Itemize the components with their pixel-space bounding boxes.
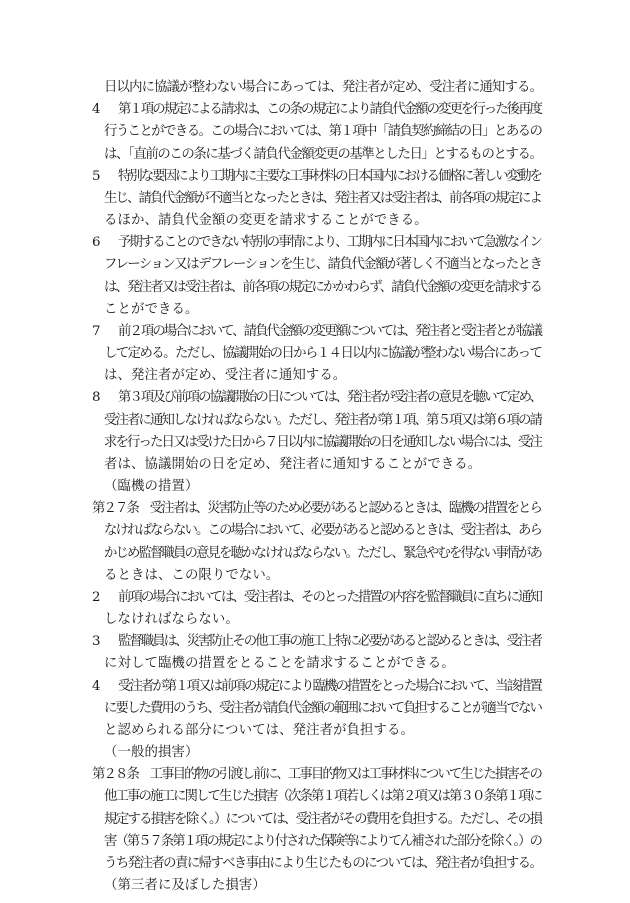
text-line — [0, 786, 630, 808]
text-line — [0, 210, 630, 232]
line-text: に対して臨機の措置をとることを請求することができる。 — [104, 656, 455, 671]
line-text: フレーション又はデフレーションを生じ、請負代金額が著しく不適当となったとき — [104, 257, 542, 272]
line-text: 予期することのできない特別の事情により、工期内に日本国内において急激なイン — [118, 235, 541, 250]
line-text: 前２項の場合において、請負代金額の変更額については、発注者と受注者とが協議 — [118, 324, 541, 339]
text-line — [0, 343, 630, 365]
text-line — [0, 188, 630, 210]
line-text: かじめ監督職員の意見を聴かなければならない。ただし、緊急やむを得ない事情があ — [104, 546, 542, 561]
line-text: は、発注者又は受注者は、前各項の規定にかかわらず、請負代金額の変更を請求する — [104, 280, 542, 295]
line-text: 監督職員は、災害防止その他工事の施工上特に必要があると認めるときは、受注者 — [118, 634, 541, 649]
text-line — [0, 565, 630, 587]
text-line — [0, 77, 630, 99]
line-text: 日以内に協議が整わない場合にあっては、発注者が定め、受注者に通知する。 — [104, 80, 543, 95]
text-line — [0, 498, 630, 520]
line-text: （一般的損害） — [104, 745, 199, 760]
text-line — [0, 254, 630, 276]
text-line — [0, 454, 630, 476]
text-line — [0, 720, 630, 742]
line-text: るときは、この限りでない。 — [104, 568, 280, 583]
line-text: 害（第５７条第１項の規定により付された保険等によりてん補された部分を除く。）の — [104, 834, 541, 849]
text-line — [0, 410, 630, 432]
line-text: 第２８条 工事目的物の引渡し前に、工事目的物又は工事材料について生じた損害その — [92, 767, 542, 782]
text-line — [0, 321, 630, 343]
line-text: 他工事の施工に関して生じた損害（次条第１項若しくは第２項又は第３０条第１項に — [104, 789, 542, 804]
line-text: うち発注者の責に帰すべき事由により生じたものについては、発注者が負担する。 — [104, 856, 542, 871]
text-line — [0, 299, 630, 321]
text-line — [0, 809, 630, 831]
text-line — [0, 676, 630, 698]
text-line — [0, 653, 630, 675]
text-line — [0, 432, 630, 454]
line-text: （臨機の措置） — [104, 479, 199, 494]
text-line — [0, 166, 630, 188]
line-text: 者は、協議開始の日を定め、発注者に通知することができる。 — [104, 457, 482, 472]
line-text: るほか、請負代金額の変更を請求することができる。 — [104, 213, 428, 228]
item-number: 3 — [92, 634, 101, 649]
text-line — [0, 99, 630, 121]
line-text: 第１項の規定による請求は、この条の規定により請負代金額の変更を行った後再度 — [118, 102, 541, 117]
item-number: 2 — [92, 590, 101, 605]
line-text: 受注者に通知しなければならない。ただし、発注者が第１項、第５項又は第６項の請 — [104, 413, 542, 428]
text-line — [0, 764, 630, 786]
line-text: 特別な要因により工期内に主要な工事材料の日本国内における価格に著しい変動を — [118, 169, 541, 184]
item-number: 6 — [92, 235, 101, 250]
text-line — [0, 232, 630, 254]
line-text: と認められる部分については、発注者が負担する。 — [104, 723, 415, 738]
text-line — [0, 698, 630, 720]
line-text: 求を行った日又は受けた日から７日以内に協議開始の日を通知しない場合には、受注 — [104, 435, 542, 450]
text-line — [0, 476, 630, 498]
text-line — [0, 277, 630, 299]
text-line — [0, 875, 630, 897]
text-line — [0, 742, 630, 764]
line-text: 規定する損害を除く。）については、受注者がその費用を負担する。ただし、その損 — [104, 812, 542, 827]
line-text: 行うことができる。この場合においては、第１項中「請負契約締結の日」とあるの — [104, 124, 542, 139]
line-text: に要した費用のうち、受注者が請負代金額の範囲において負担することが適当でない — [104, 701, 542, 716]
text-line — [0, 365, 630, 387]
item-number: 4 — [92, 679, 101, 694]
line-text: 第３項及び前項の協議開始の日については、発注者が受注者の意見を聴いて定め、 — [118, 390, 541, 405]
text-line — [0, 520, 630, 542]
line-text: は、発注者が定め、受注者に通知する。 — [104, 368, 347, 383]
line-text: （第三者に及ぼした損害） — [104, 878, 266, 893]
line-text: 第２７条 受注者は、災害防止等のため必要があると認めるときは、臨機の措置をとら — [92, 501, 542, 516]
line-text: なければならない。この場合において、必要があると認めるときは、受注者は、あら — [104, 523, 542, 538]
text-line — [0, 609, 630, 631]
item-number: 8 — [92, 390, 101, 405]
line-text: して定める。ただし、協議開始の日から１４日以内に協議が整わない場合にあって — [104, 346, 542, 361]
text-line — [0, 121, 630, 143]
text-line — [0, 543, 630, 565]
item-number: 4 — [92, 102, 101, 117]
line-text: 受注者が第１項又は前項の規定により臨機の措置をとった場合において、当該措置 — [118, 679, 541, 694]
line-text: は、「直前のこの条に基づく請負代金額変更の基準とした日」とするものとする。 — [104, 147, 542, 162]
text-line — [0, 144, 630, 166]
text-line — [0, 387, 630, 409]
text-line — [0, 631, 630, 653]
line-text: 生じ、請負代金額が不適当となったときは、発注者又は受注者は、前各項の規定によ — [104, 191, 542, 206]
item-number: 5 — [92, 169, 101, 184]
item-number: 7 — [92, 324, 101, 339]
line-text: しなければならない。 — [104, 612, 239, 627]
text-line — [0, 853, 630, 875]
line-text: 前項の場合においては、受注者は、そのとった措置の内容を監督職員に直ちに通知 — [118, 590, 541, 605]
text-line — [0, 831, 630, 853]
text-line — [0, 587, 630, 609]
line-text: ことができる。 — [104, 302, 199, 317]
